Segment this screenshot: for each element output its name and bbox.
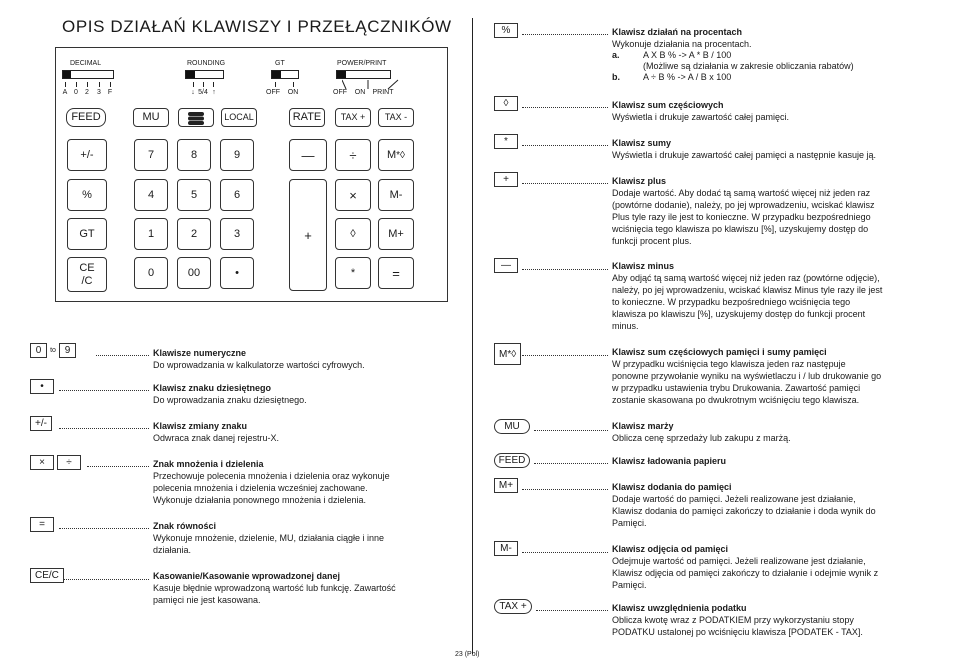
subtotal-entry: Klawisz sum częściowych Wyświetla i drukuje zawartość całej pamięci. — [612, 100, 789, 122]
digit-4-key[interactable]: 4 — [134, 179, 168, 211]
decimal-key-icons: • — [30, 379, 54, 394]
power-switch-label: POWER/PRINT — [337, 60, 387, 67]
divide-key[interactable]: ÷ — [335, 139, 371, 171]
equals-icons: = — [30, 517, 54, 532]
multiply-key[interactable]: × — [335, 179, 371, 211]
local-key[interactable]: LOCAL — [221, 108, 257, 127]
feed-entry: Klawisz ładowania papieru — [612, 456, 727, 466]
memory-total-icons: M*◊ — [494, 343, 521, 365]
minus-icons: — — [494, 258, 518, 273]
equals-key[interactable]: = — [378, 257, 414, 289]
memory-minus-icons: M- — [494, 541, 518, 556]
mu-icons: MU — [494, 419, 530, 434]
multiply-divide-entry: Znak mnożenia i dzielenia Przechowuje polecenia mnożenia i dzielenia oraz wykonuje polecenia mnożenia i dzielenia wcześniej zachowane. Wykonuje działania ponownego mnożenia i dzielenia. — [153, 459, 390, 505]
sign-key-entry: Klawisz zmiany znaku Odwraca znak danej rejestru-X. — [153, 421, 280, 443]
feed-icons: FEED — [494, 453, 530, 468]
memory-total-key[interactable]: M *◊ — [378, 139, 414, 171]
decimal-switch[interactable] — [62, 70, 114, 79]
rounding-switch[interactable] — [185, 70, 224, 79]
memory-plus-entry: Klawisz dodania do pamięci Dodaje wartość do pamięci. Jeżeli realizowane jest działanie, Klawisz dodania do pamięci zakończy to działanie i doda wynik do Pamięci. — [612, 482, 876, 528]
power-switch-marker-lines — [342, 78, 412, 90]
total-icons: * — [494, 134, 518, 149]
tax-minus-key[interactable]: TAX - — [378, 108, 414, 127]
total-key[interactable]: * — [335, 257, 371, 289]
memory-minus-key[interactable]: M- — [378, 179, 414, 211]
multiply-divide-icons: × ÷ — [30, 455, 81, 470]
memory-plus-key[interactable]: M+ — [378, 218, 414, 250]
digit-1-key[interactable]: 1 — [134, 218, 168, 250]
feed-key[interactable]: FEED — [66, 108, 106, 127]
ce-c-entry: Kasowanie/Kasowanie wprowadzonej danej Kasuje błędnie wprowadzoną wartość lub funkcję. Zawartość pamięci nie jest kasowana. — [153, 571, 396, 605]
calculator-diagram: DECIMAL A 0 2 3 F ROUNDING ↓ 5/4 ↑ GT OFF ON POWER/PRINT OFF ON PRINT FEED MU LOCAL RATE TAX + TAX - +/- % GT CE /C 7 8 9 4 5 6 1 2 3 0 00 • — + ÷ × ◊ * M *◊ M- M+ = — [55, 47, 448, 302]
ce-c-key[interactable]: CE /C — [67, 257, 107, 292]
digit-2-key[interactable]: 2 — [177, 218, 211, 250]
tax-plus-entry: Klawisz uwzględnienia podatku Oblicza kwotę wraz z PODATKIEM przy wykorzystaniu stopy PODATKU ustalonej po wciśnięciu klawisza [PODATEK - TAX]. — [612, 603, 863, 637]
numeric-keys-icons: 0 to 9 — [30, 343, 76, 358]
plus-key[interactable]: + — [289, 179, 327, 291]
equals-entry: Znak równości Wykonuje mnożenie, dzielenie, MU, działania ciągłe i inne działania. — [153, 521, 385, 555]
plus-entry: Klawisz plus Dodaje wartość. Aby dodać tą samą wartość więcej niż jeden raz (powtórne dodanie), należy, po jej wprowadzeniu, wciskać klawisz Plus tyle razy ile jest to konieczne. W przypadku bezpośredniego wciśnięcia tego klawisza po klawiszu [%], uzyskujemy dostęp do funkcji procent plus. — [612, 176, 875, 246]
tax-plus-icons: TAX + — [494, 599, 532, 614]
gt-key[interactable]: GT — [67, 218, 107, 250]
page-number: 23 (Pol) — [455, 651, 480, 658]
column-divider — [472, 18, 473, 654]
digit-5-key[interactable]: 5 — [177, 179, 211, 211]
percent-entry: Klawisz działań na procentach Wykonuje działania na procentach. — [612, 27, 752, 49]
plus-icons: + — [494, 172, 518, 187]
percent-formulas: a. A X B % -> A * B / 100 (Możliwe są działania w zakresie obliczania rabatów) b. A ÷ B % -> A / B x 100 — [612, 50, 854, 82]
subtotal-icons: ◊ — [494, 96, 518, 111]
percent-icons: % — [494, 23, 518, 38]
digit-0-key[interactable]: 0 — [134, 257, 168, 289]
memory-total-entry: Klawisz sum częściowych pamięci i sumy pamięci W przypadku wciśnięcia tego klawisza jeden raz następuje ponowne przywołanie wyniku na wyświetlaczu i / lub drukowanie go w przypadku ustawienia trybu Drukowania. Zawartość pamięci zostanie skasowana po dwukrotnym wciśnięciu tego klawisza. — [612, 347, 882, 405]
gt-switch-label: GT — [275, 60, 285, 67]
digit-9-key[interactable]: 9 — [220, 139, 254, 171]
digit-7-key[interactable]: 7 — [134, 139, 168, 171]
mu-entry: Klawisz marży Oblicza cenę sprzedaży lub zakupu z marżą. — [612, 421, 791, 443]
gt-switch[interactable] — [271, 70, 299, 79]
ce-c-icons: CE/C — [30, 568, 64, 583]
memory-minus-entry: Klawisz odjęcia od pamięci Odejmuje wartość od pamięci. Jeżeli realizowane jest działanie, Klawisz odjęcia od pamięci zakończy to działanie i odejmie wynik z Pamięci. — [612, 544, 879, 590]
rounding-switch-label: ROUNDING — [187, 60, 226, 67]
numeric-keys-entry: Klawisze numeryczne Do wprowadzania w kalkulatorze wartości cyfrowych. — [153, 348, 365, 370]
double-zero-key[interactable]: 00 — [177, 257, 211, 289]
tax-plus-key[interactable]: TAX + — [335, 108, 371, 127]
mu-key[interactable]: MU — [133, 108, 169, 127]
sign-key-icons: +/- — [30, 416, 52, 431]
digit-8-key[interactable]: 8 — [177, 139, 211, 171]
memory-plus-icons: M+ — [494, 478, 518, 493]
decimal-key-entry: Klawisz znaku dziesiętnego Do wprowadzania znaku dziesiętnego. — [153, 383, 307, 405]
coin-stack-icon — [186, 111, 206, 125]
digit-3-key[interactable]: 3 — [220, 218, 254, 250]
subtotal-key[interactable]: ◊ — [335, 218, 371, 250]
total-entry: Klawisz sumy Wyświetla i drukuje zawartość całej pamięci a następnie kasuje ją. — [612, 138, 877, 160]
rate-key[interactable]: RATE — [289, 108, 325, 127]
minus-key[interactable]: — — [289, 139, 327, 171]
minus-entry: Klawisz minus Aby odjąć tą samą wartość więcej niż jeden raz (powtórne odjęcie), należy, po jej wprowadzeniu, wciskać klawisz Minus tyle razy ile jest to konieczne. W przypadku bezpośredniego wciśnięcia tego klawisza po klawiszu [%], uzyskujemy dostęp do funkcji procent minus. — [612, 261, 883, 331]
page-title: OPIS DZIAŁAŃ KLAWISZY I PRZEŁĄCZNIKÓW — [62, 17, 452, 36]
percent-key[interactable]: % — [67, 179, 107, 211]
decimal-switch-label: DECIMAL — [70, 60, 102, 67]
coin-stack-key[interactable] — [178, 108, 214, 127]
digit-6-key[interactable]: 6 — [220, 179, 254, 211]
sign-change-key[interactable]: +/- — [67, 139, 107, 171]
decimal-point-key[interactable]: • — [220, 257, 254, 289]
